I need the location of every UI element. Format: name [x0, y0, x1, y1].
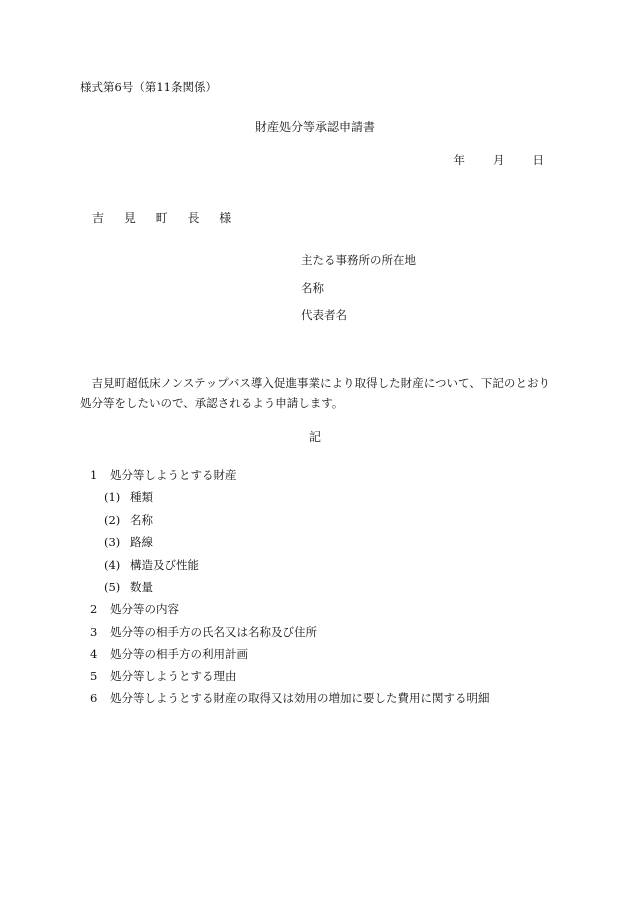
sub-list-item [104, 582, 153, 594]
applicant-representative-label: 代表者名 [301, 308, 347, 322]
sub-item-number: (3) [104, 535, 121, 549]
sub-item-number: (4) [104, 558, 121, 572]
sub-list-item [104, 515, 153, 527]
item-text: 処分等の内容 [110, 602, 179, 616]
item-number: 4 [90, 647, 98, 661]
item-text: 処分等しようとする財産 [110, 468, 237, 482]
addressee: 吉 見 町 長 様 [92, 211, 240, 225]
list-item [90, 627, 317, 639]
sub-item-number: (1) [104, 490, 121, 504]
applicant-address-label: 主たる事務所の所在地 [301, 253, 416, 267]
sub-list-item [104, 537, 153, 549]
sub-list-item [104, 560, 199, 572]
item-number: 1 [90, 468, 98, 482]
item-number: 3 [90, 625, 98, 639]
date-line [454, 155, 545, 167]
item-number: 5 [90, 669, 98, 683]
sub-item-number: (2) [104, 513, 121, 527]
list-item [90, 671, 237, 683]
date-day-label: 日 [532, 153, 544, 167]
list-item [90, 604, 179, 616]
item-text: 処分等の相手方の氏名又は名称及び住所 [110, 625, 317, 639]
applicant-name-label: 名称 [301, 281, 324, 295]
list-item [90, 649, 248, 661]
form-number: 様式第6号（第11条関係） [80, 80, 217, 94]
ki-heading: 記 [308, 430, 321, 444]
sub-item-text: 数量 [130, 580, 153, 594]
item-number: 2 [90, 602, 98, 616]
date-year-label: 年 [453, 153, 465, 167]
item-text: 処分等しようとする理由 [110, 669, 237, 683]
sub-item-text: 種類 [130, 490, 153, 504]
date-month-label: 月 [493, 153, 505, 167]
document-title: 財産処分等承認申請書 [254, 120, 375, 134]
list-item [90, 470, 237, 482]
sub-item-text: 名称 [130, 513, 153, 527]
item-text: 処分等しようとする財産の取得又は効用の増加に要した費用に関する明細 [110, 691, 490, 705]
item-number: 6 [90, 691, 98, 705]
sub-item-number: (5) [104, 580, 121, 594]
body-paragraph: 吉見町超低床ノンステップバス導入促進事業により取得した財産について、下記のとおり処分等をしたいので、承認されるよう申請します。 [80, 376, 550, 410]
item-text: 処分等の相手方の利用計画 [110, 647, 248, 661]
sub-list-item [104, 492, 153, 504]
sub-item-text: 構造及び性能 [130, 558, 199, 572]
sub-item-text: 路線 [130, 535, 153, 549]
list-item [90, 693, 490, 705]
